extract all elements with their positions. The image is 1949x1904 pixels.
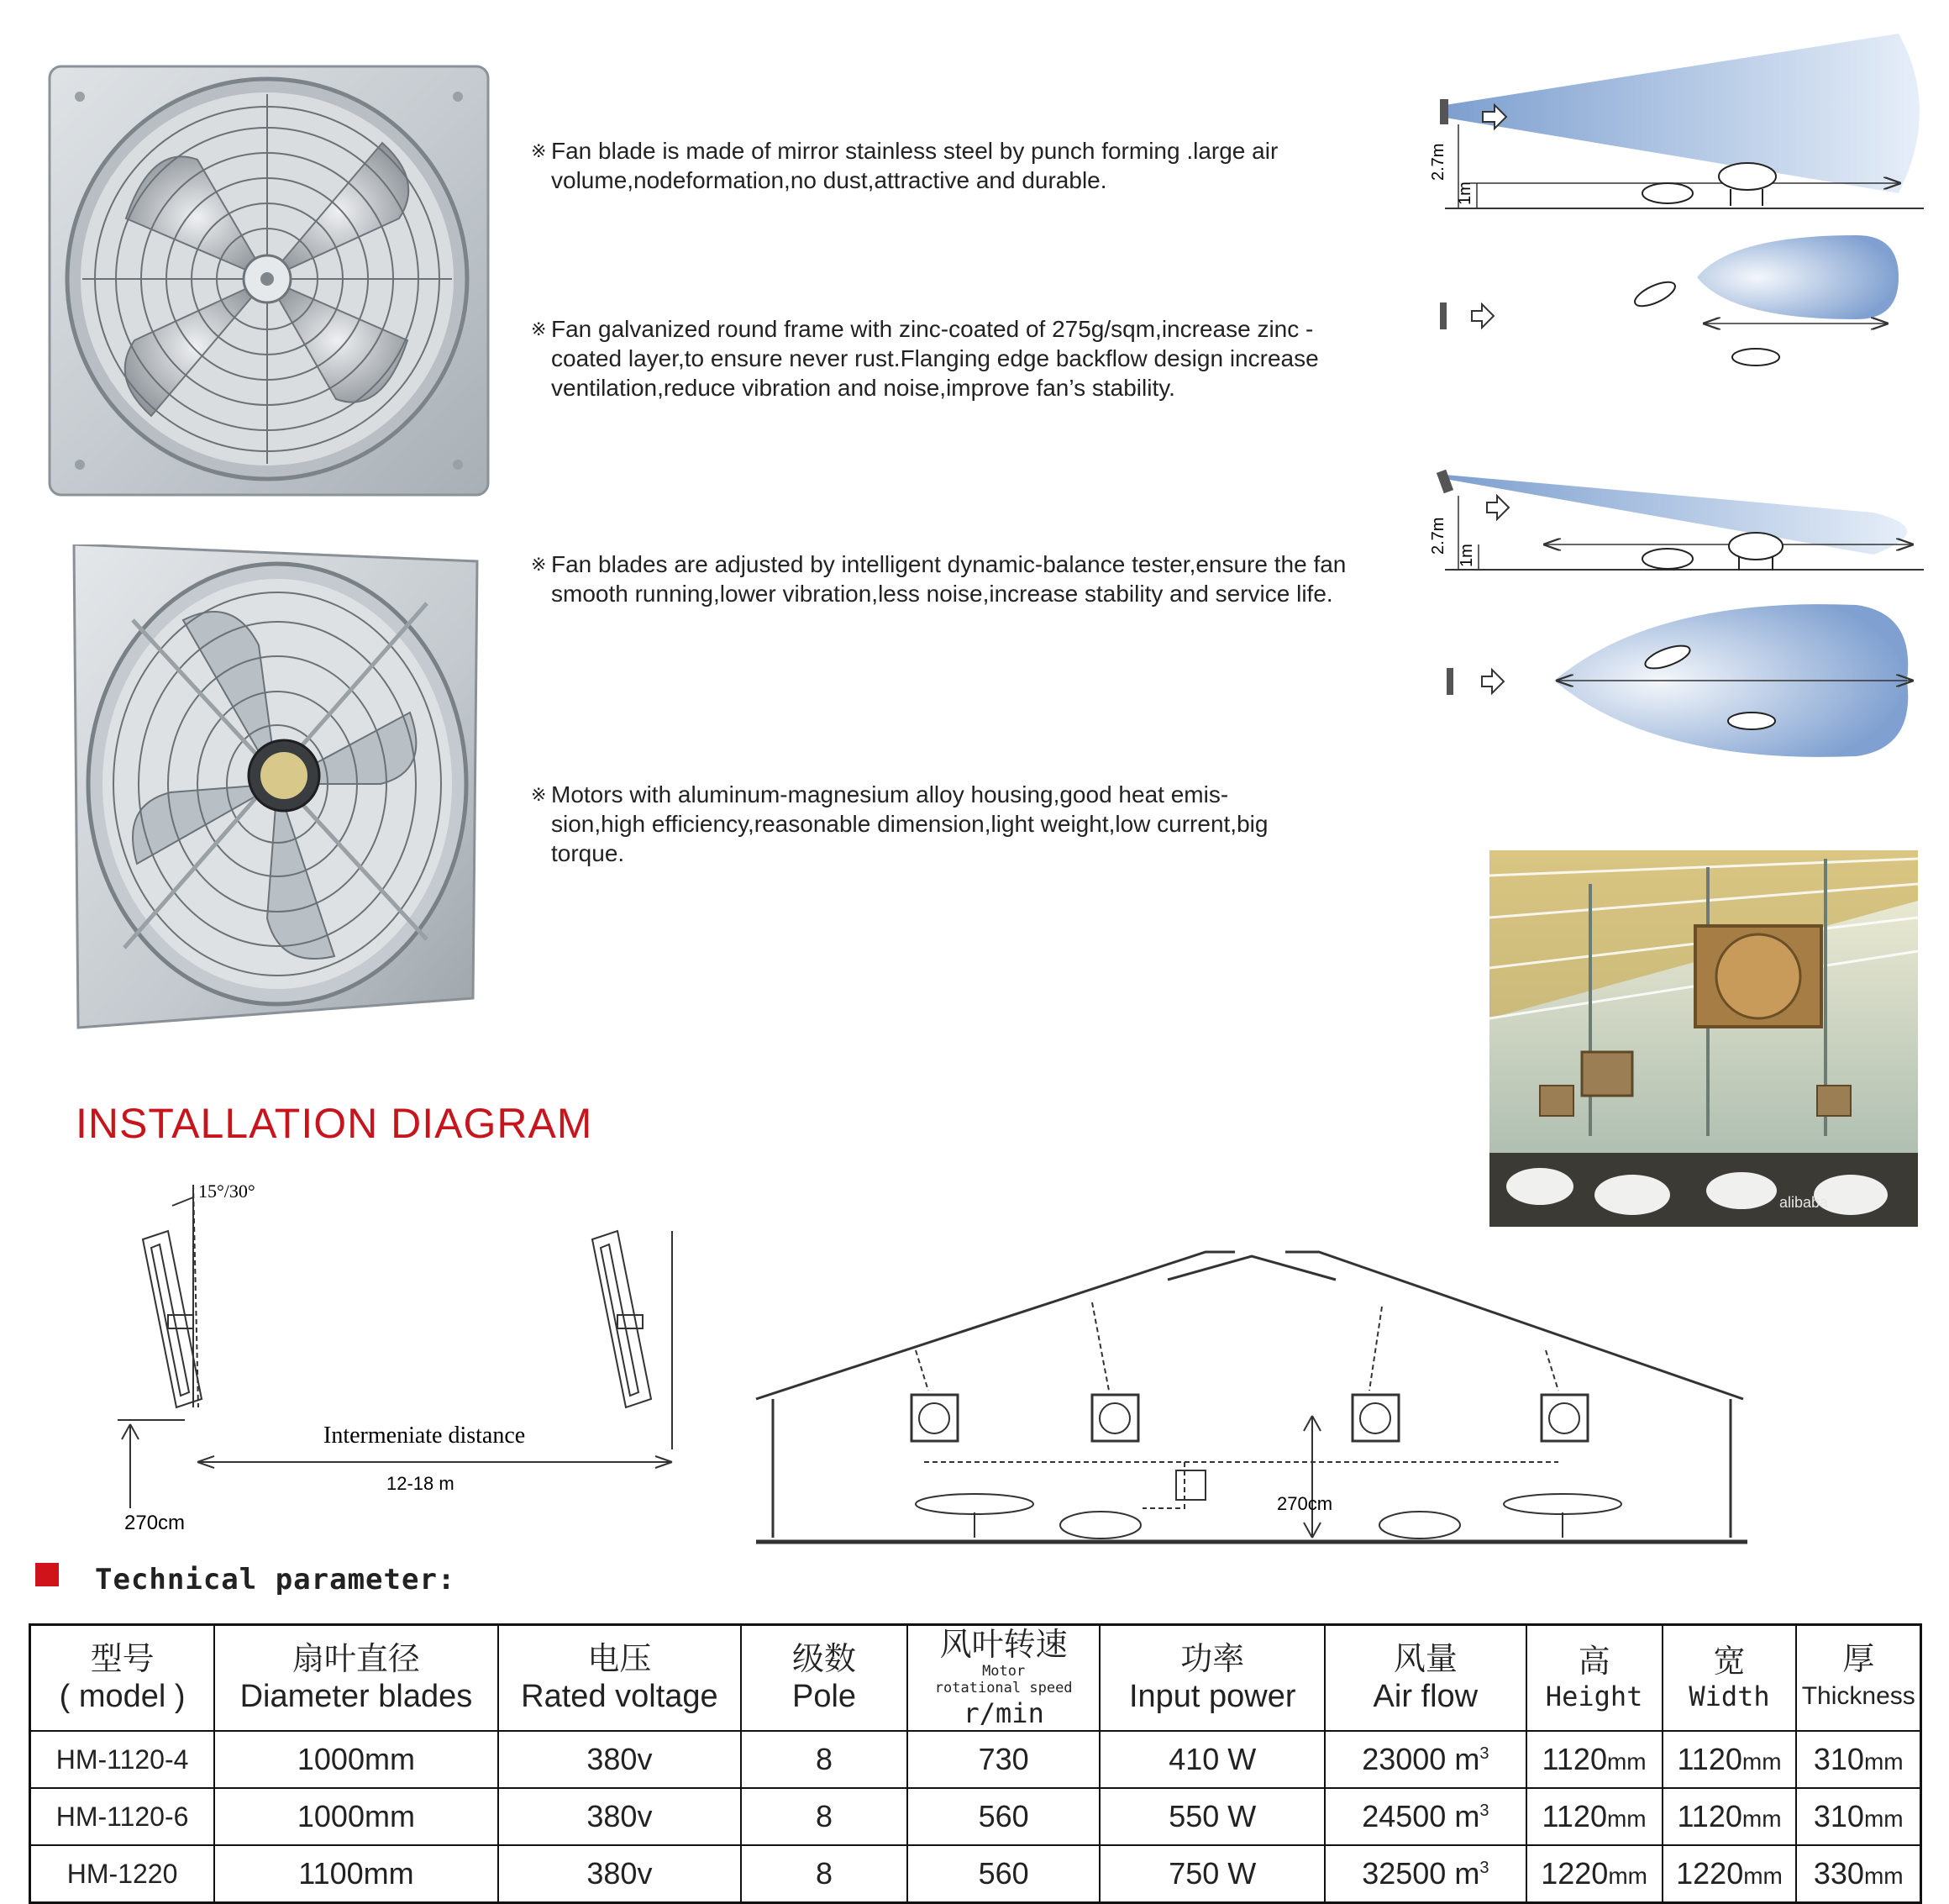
feature-text: Fan galvanized round frame with zinc-coated of 275g/sqm,increase zinc -coated layer,to ensure never rust.Flanging edge backflow design increase ventilation,reduce vibration and noise,improve fan’s stability. — [551, 316, 1319, 401]
feature-mark: ※ — [531, 554, 547, 575]
header-thickness: 厚 Thickness — [1796, 1625, 1920, 1732]
cow-icon — [1642, 163, 1776, 206]
fan-symbol-icon — [1447, 668, 1453, 695]
header-voltage: 电压 Rated voltage — [498, 1625, 742, 1732]
fan-unit-icon — [911, 1395, 1588, 1441]
feature-frame — [531, 314, 1370, 402]
table-header-row — [30, 1625, 1921, 1732]
bullet-square — [35, 1563, 59, 1586]
feature-mark: ※ — [531, 784, 547, 805]
feature-motor — [531, 780, 1324, 868]
feature-mark: ※ — [531, 140, 547, 161]
table-row: HM-1120-4 1000mm 380v 8 730 410 W 23000 $m^3$ 1120mm 1120mm 310mm — [30, 1731, 1921, 1788]
header-airflow: 风量 Air flow — [1325, 1625, 1526, 1732]
angle-label: 15°/30° — [198, 1181, 255, 1202]
airflow-diagrams — [1403, 25, 1924, 781]
fan-symbol-icon — [1440, 99, 1448, 124]
height-label: 2.7m — [1429, 517, 1447, 555]
installation-heading: INSTALLATION DIAGRAM — [76, 1100, 593, 1147]
header-model: 型号 ( model ) — [30, 1625, 215, 1732]
header-pole: 级数 Pole — [741, 1625, 907, 1732]
height-label-left: 270cm — [124, 1512, 186, 1533]
distance-value: 12-18 m — [386, 1473, 454, 1494]
watermark: alibaba — [1779, 1194, 1829, 1211]
fan-photo-front — [46, 63, 491, 498]
feature-blade — [531, 136, 1366, 195]
distance-label: Intermeniate distance — [323, 1423, 526, 1449]
header-height: 高 Height — [1526, 1625, 1663, 1732]
height-label-barn: 270cm — [1277, 1493, 1333, 1514]
installation-side-diagram — [109, 1172, 697, 1533]
feature-text: Motors with aluminum-magnesium alloy housing,good heat emis- sion,high efficiency,reasonable dimension,light weight,low current,big torque. — [551, 781, 1269, 866]
header-speed: 风叶转速 Motor rotational speed r/min — [907, 1625, 1101, 1732]
fan-photo-angled — [57, 544, 486, 1032]
header-power: 功率 Input power — [1100, 1625, 1325, 1732]
fan-symbol-icon — [1437, 470, 1453, 494]
barn-cross-section — [748, 1248, 1756, 1567]
header-diameter: 扇叶直径 Diameter blades — [214, 1625, 497, 1732]
table-row: HM-1220 1100mm 380v 8 560 750 W 32500 $m^3$ 1220mm 1220mm 330mm — [30, 1845, 1921, 1903]
height-label: 1m — [1456, 181, 1474, 205]
header-width: 宽 Width — [1663, 1625, 1797, 1732]
feature-mark: ※ — [531, 318, 547, 339]
tech-title: Technical parameter: — [95, 1563, 456, 1596]
height-label: 1m — [1458, 544, 1476, 567]
fan-symbol-icon — [1440, 302, 1447, 329]
spec-table — [29, 1623, 1922, 1904]
height-label: 2.7m — [1429, 143, 1447, 181]
cow-icon — [1642, 533, 1783, 570]
feature-text: Fan blade is made of mirror stainless steel by punch forming .large air volume,nodeformation,no dust,attractive and durable. — [551, 138, 1279, 193]
feature-text: Fan blades are adjusted by intelligent dynamic-balance tester,ensure the fan smooth running,lower vibration,less noise,increase stability and service life. — [551, 551, 1347, 607]
table-row: HM-1120-6 1000mm 380v 8 560 550 W 24500 $m^3$ 1120mm 1120mm 310mm — [30, 1788, 1921, 1845]
cow-icon — [1060, 1512, 1460, 1538]
feature-balance — [531, 550, 1349, 608]
barn-photo — [1489, 850, 1918, 1227]
